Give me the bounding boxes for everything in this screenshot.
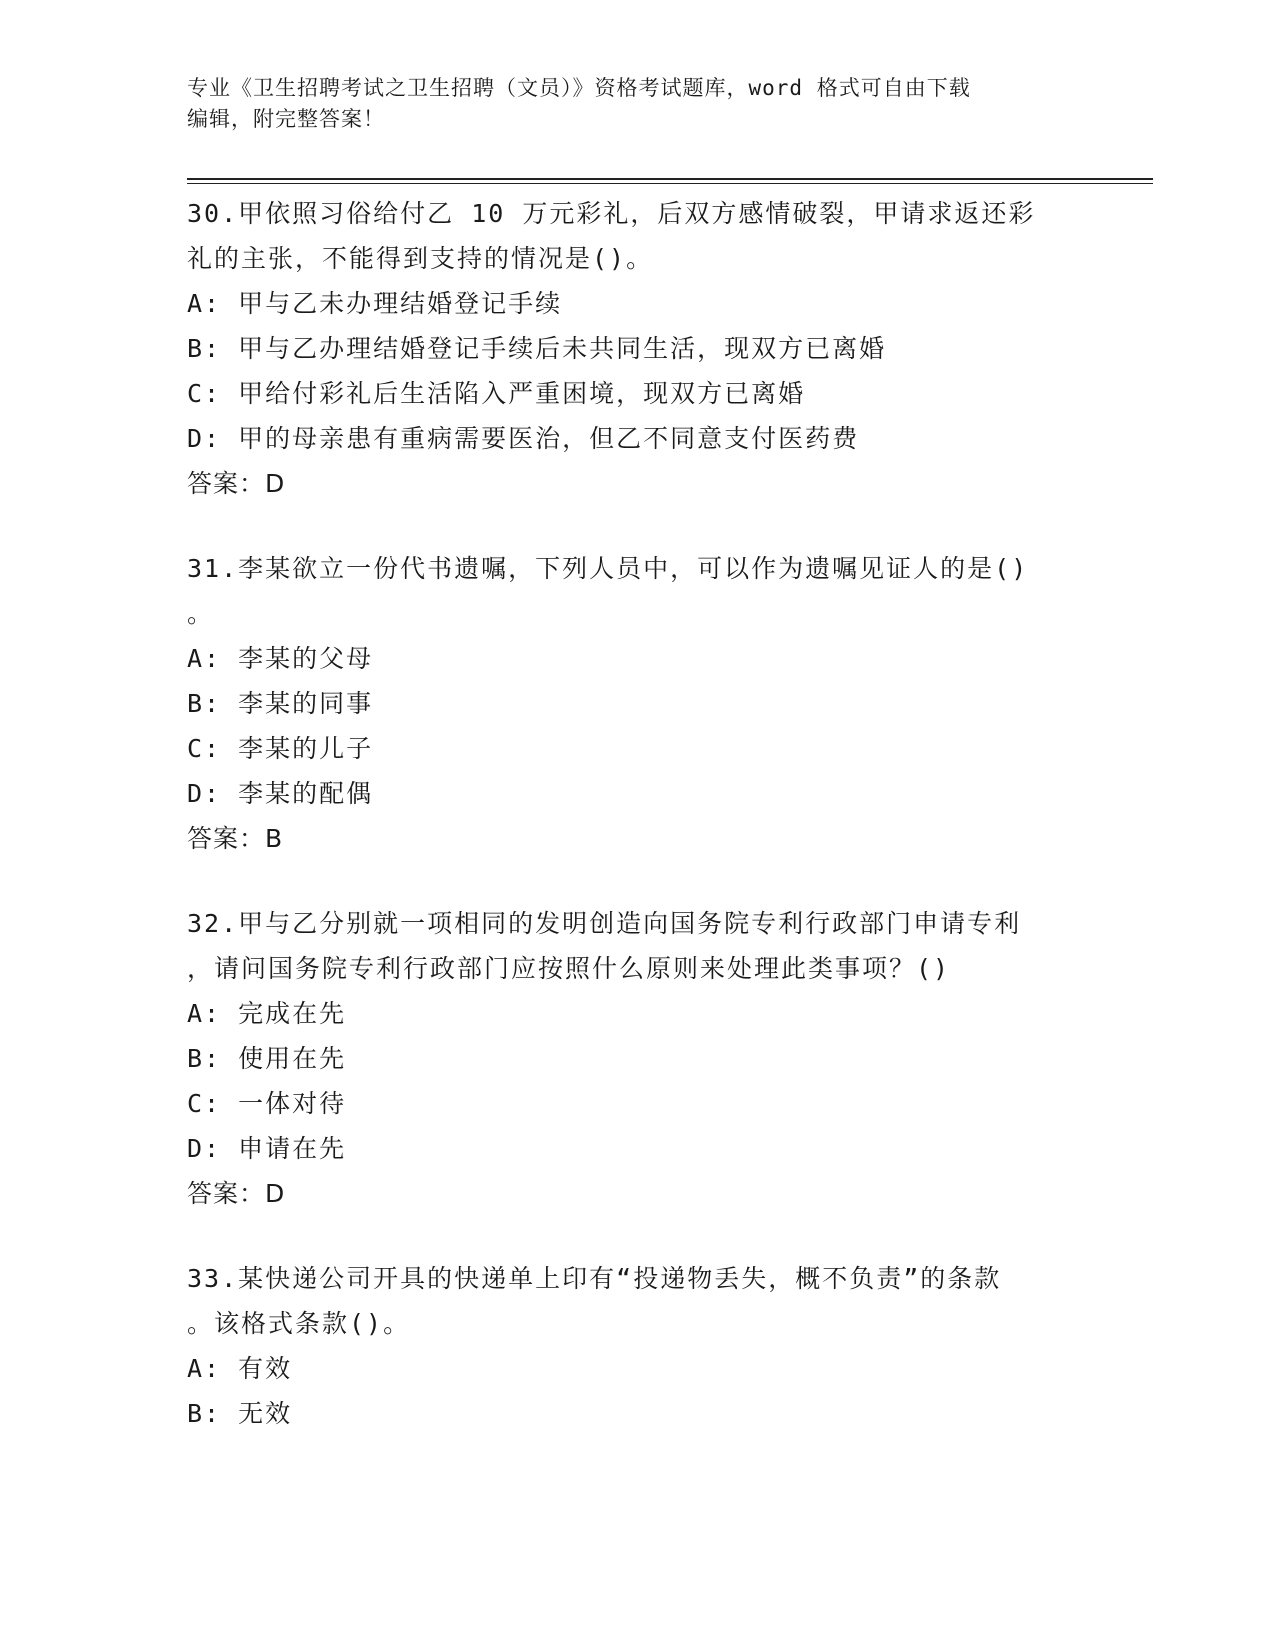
option-a: A: 完成在先 [187,999,347,1028]
question-text-line: 。 [187,599,215,628]
answer-line: 答案：D [187,469,286,498]
option-b: B: 甲与乙办理结婚登记手续后未共同生活，现双方已离婚 [187,334,887,363]
option-b: B: 使用在先 [187,1044,347,1073]
question-31 [187,546,1077,861]
option-a: A: 甲与乙未办理结婚登记手续 [187,289,563,318]
question-text-line: 。该格式条款()。 [187,1309,411,1338]
option-b: B: 无效 [187,1399,293,1428]
option-a: A: 李某的父母 [187,644,374,673]
question-33 [187,1256,1077,1436]
header-line-2: 编辑，附完整答案！ [187,107,385,131]
answer-line: 答案：B [187,824,284,853]
option-b: B: 李某的同事 [187,689,374,718]
option-a: A: 有效 [187,1354,293,1383]
header-line-1: 专业《卫生招聘考试之卫生招聘（文员）》资格考试题库，word 格式可自由下载 [187,76,971,100]
question-32 [187,901,1077,1216]
question-text-line: 30.甲依照习俗给付乙 10 万元彩礼，后双方感情破裂，甲请求返还彩 [187,199,1036,228]
option-d: D: 甲的母亲患有重病需要医治，但乙不同意支付医药费 [187,424,860,453]
option-c: C: 甲给付彩礼后生活陷入严重困境，现双方已离婚 [187,379,806,408]
header-divider [187,178,1153,180]
question-text-line: 礼的主张，不能得到支持的情况是()。 [187,244,654,273]
question-30 [187,191,1077,506]
option-c: C: 李某的儿子 [187,734,374,763]
option-c: C: 一体对待 [187,1089,347,1118]
question-list [187,191,1077,1476]
document-header [187,73,1067,135]
header-divider-thin [187,183,1153,184]
option-d: D: 李某的配偶 [187,779,374,808]
question-text-line: 33.某快递公司开具的快递单上印有“投递物丢失，概不负责”的条款 [187,1264,1002,1293]
question-text-line: 32.甲与乙分别就一项相同的发明创造向国务院专利行政部门申请专利 [187,909,1022,938]
question-text-line: 31.李某欲立一份代书遗嘱，下列人员中，可以作为遗嘱见证人的是() [187,554,1029,583]
question-text-line: ，请问国务院专利行政部门应按照什么原则来处理此类事项？() [187,954,951,983]
option-d: D: 申请在先 [187,1134,347,1163]
answer-line: 答案：D [187,1179,286,1208]
